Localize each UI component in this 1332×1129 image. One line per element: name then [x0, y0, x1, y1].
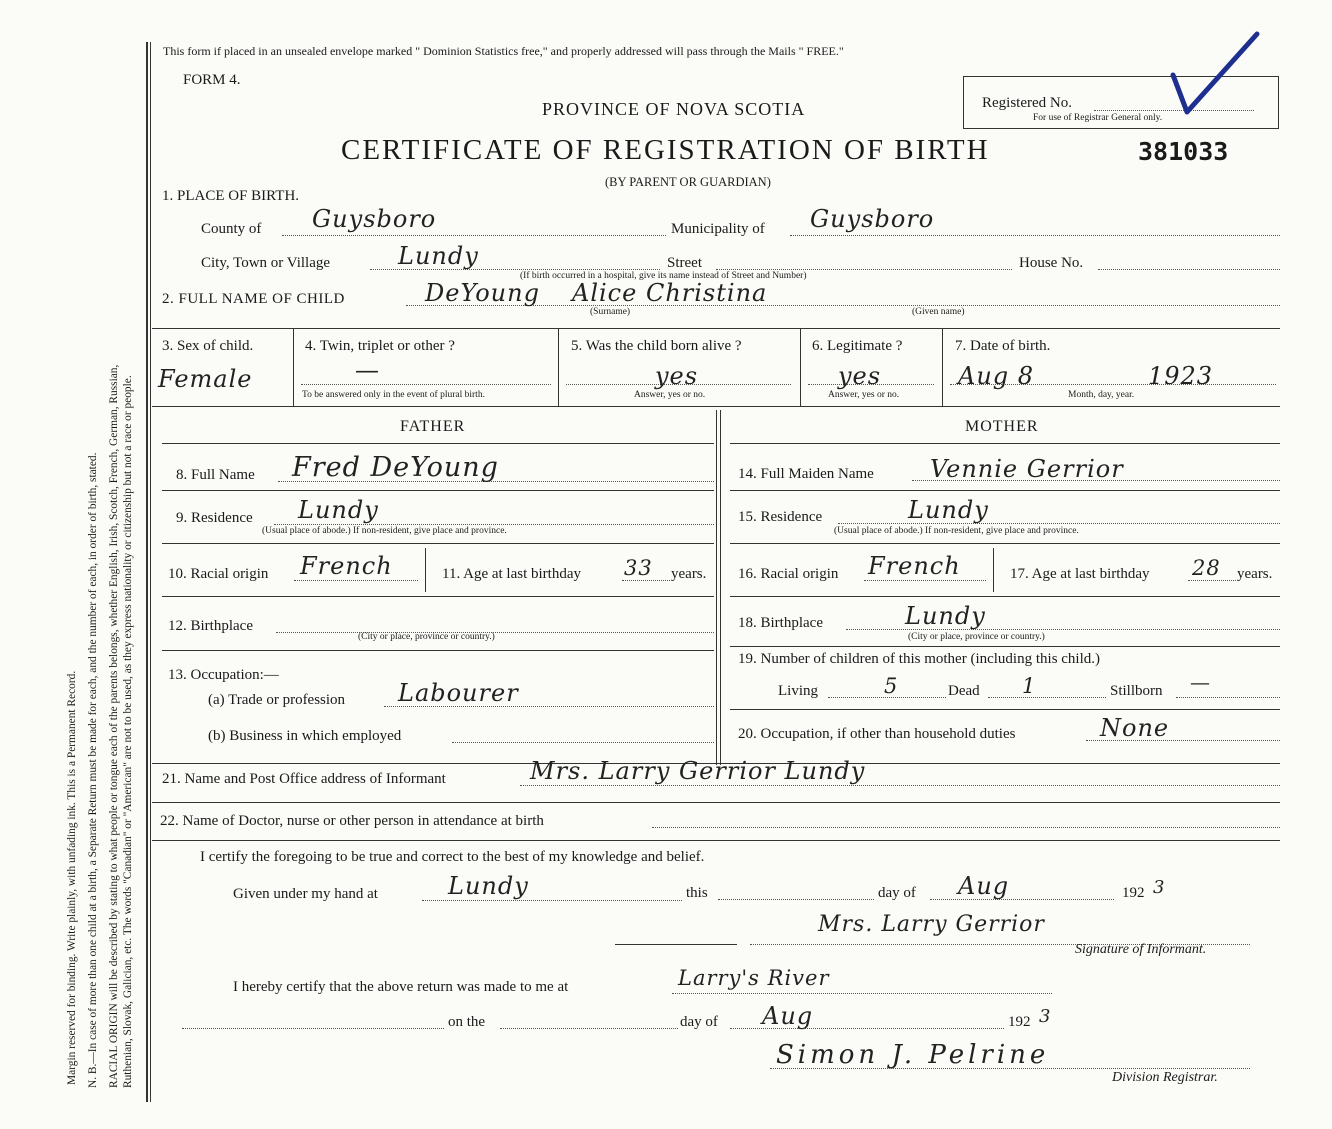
day-of-label-2: day of — [680, 1014, 718, 1030]
father-racial: French — [300, 552, 393, 580]
given-year-digit: 3 — [1153, 877, 1166, 898]
legitimate-label: 6. Legitimate ? — [812, 338, 903, 354]
given-label: Given under my hand at — [233, 886, 378, 902]
certificate-title: CERTIFICATE OF REGISTRATION OF BIRTH — [341, 134, 990, 166]
mailing-notice: This form if placed in an unsealed envelope marked " Dominion Statistics free," and properly addressed will pass through the Mails " FREE." — [163, 44, 844, 58]
father-name: Fred DeYoung — [292, 452, 499, 483]
sex-value: Female — [158, 365, 253, 393]
day-of-label: day of — [878, 885, 916, 901]
children-count-label: 19. Number of children of this mother (including this child.) — [738, 651, 1101, 667]
father-racial-label: 10. Racial origin — [168, 566, 269, 582]
margin-note-racial: RACIAL ORIGIN will be described by stating to what people or tongue each of the parents belongs, whether English, Irish, Scotch, French, German, Russian, — [108, 364, 120, 1088]
mother-birthplace-note: (City or place, province or country.) — [908, 632, 1045, 642]
margin-note-binding: Margin reserved for binding. Write plainly, with unfading ink. This is a Permanent Record. — [66, 670, 78, 1085]
registrar-year-prefix: 192 — [1008, 1014, 1031, 1030]
left-border — [146, 42, 148, 1102]
date-year: 1923 — [1148, 362, 1214, 390]
mother-name: Vennie Gerrior — [930, 455, 1124, 483]
father-years: years. — [671, 566, 707, 582]
registrar-year-digit: 3 — [1039, 1006, 1052, 1027]
alive-note: Answer, yes or no. — [634, 390, 706, 400]
date-note: Month, day, year. — [1068, 390, 1135, 400]
mother-years: years. — [1237, 566, 1273, 582]
registrar-signature: Simon J. Pelrine — [776, 1040, 1050, 1070]
child-name-label: 2. FULL NAME OF CHILD — [162, 291, 345, 307]
father-age: 33 — [624, 556, 653, 580]
legitimate-value: yes — [838, 362, 882, 390]
division-registrar-label: Division Registrar. — [1112, 1070, 1218, 1085]
hospital-note: (If birth occurred in a hospital, give its name instead of Street and Number) — [520, 271, 807, 281]
mother-age-label: 17. Age at last birthday — [1010, 566, 1150, 582]
surname-note: (Surname) — [590, 307, 631, 317]
mother-occupation-label: 20. Occupation, if other than household duties — [738, 726, 1016, 742]
certificate-number: 381033 — [1138, 137, 1229, 166]
city-value: Lundy — [398, 242, 479, 270]
certify-statement: I certify the foregoing to be true and correct to the best of my knowledge and belief. — [200, 849, 705, 865]
father-occupation-label: 13. Occupation:— — [168, 667, 279, 683]
doctor-label: 22. Name of Doctor, nurse or other person in attendance at birth — [160, 813, 544, 829]
margin-note-racial-2: Ruthenian, Slovak, Galician, etc. The words "Canadian" or "American" are not to be used, as they express nationality or citizenship but not a race or people. — [122, 375, 134, 1088]
alive-value: yes — [655, 362, 699, 390]
registrar-note: For use of Registrar General only. — [1033, 113, 1163, 123]
father-name-label: 8. Full Name — [176, 467, 255, 483]
father-age-label: 11. Age at last birthday — [442, 566, 581, 582]
given-year-prefix: 192 — [1122, 885, 1145, 901]
informant-value: Mrs. Larry Gerrior Lundy — [530, 757, 866, 785]
left-border-inner — [150, 42, 151, 1102]
date-month-day: Aug 8 — [958, 362, 1035, 390]
father-residence-note: (Usual place of abode.) If non-resident, give place and province. — [262, 526, 507, 536]
county-value: Guysboro — [312, 205, 437, 233]
informant-signature: Mrs. Larry Gerrior — [818, 912, 1045, 937]
margin-note-nb: N. B.—In case of more than one child at a birth, a Separate Return must be made for each, and the number of each, in order of birth, stated. — [87, 452, 99, 1088]
father-birthplace-note: (City or place, province or country.) — [358, 632, 495, 642]
province-heading: PROVINCE OF NOVA SCOTIA — [542, 99, 806, 119]
dead-value: 1 — [1022, 674, 1037, 698]
date-label: 7. Date of birth. — [955, 338, 1051, 354]
street-label: Street — [667, 255, 702, 271]
stillborn-value: — — [1190, 670, 1211, 694]
mother-residence-note: (Usual place of abode.) If non-resident, give place and province. — [834, 526, 1079, 536]
place-of-birth-label: 1. PLACE OF BIRTH. — [162, 188, 300, 204]
form-number: FORM 4. — [183, 72, 241, 88]
house-label: House No. — [1019, 255, 1084, 271]
child-surname: DeYoung — [425, 279, 540, 307]
stillborn-label: Stillborn — [1110, 683, 1163, 699]
municipality-label: Municipality of — [671, 221, 765, 237]
alive-label: 5. Was the child born alive ? — [571, 338, 742, 354]
given-place: Lundy — [448, 872, 529, 900]
mother-name-label: 14. Full Maiden Name — [738, 466, 874, 482]
twin-value: — — [355, 356, 380, 384]
city-label: City, Town or Village — [201, 255, 331, 271]
legitimate-note: Answer, yes or no. — [828, 390, 900, 400]
given-month: Aug — [958, 872, 1010, 900]
living-value: 5 — [884, 674, 899, 698]
informant-label: 21. Name and Post Office address of Informant — [162, 771, 446, 787]
mother-racial: French — [868, 552, 961, 580]
this-label: this — [686, 885, 708, 901]
check-mark-icon — [1165, 30, 1265, 120]
father-heading: FATHER — [400, 418, 466, 435]
twin-note: To be answered only in the event of plural birth. — [302, 390, 485, 400]
twin-label: 4. Twin, triplet or other ? — [305, 338, 455, 354]
county-label: County of — [201, 221, 262, 237]
dead-label: Dead — [948, 683, 980, 699]
father-residence: Lundy — [298, 496, 379, 524]
mother-birthplace-label: 18. Birthplace — [738, 615, 823, 631]
mother-heading: MOTHER — [965, 418, 1039, 435]
mother-residence-label: 15. Residence — [738, 509, 823, 525]
given-name-note: (Given name) — [912, 307, 965, 317]
registrar-place: Larry's River — [678, 966, 830, 990]
father-trade: Labourer — [398, 679, 519, 707]
father-trade-label: (a) Trade or profession — [208, 692, 346, 708]
mother-birthplace: Lundy — [905, 602, 986, 630]
registered-label: Registered No. — [982, 95, 1072, 111]
registrar-statement: I hereby certify that the above return was made to me at — [233, 979, 569, 995]
registrar-month: Aug — [762, 1002, 814, 1030]
mother-occupation: None — [1100, 714, 1170, 742]
on-the-label: on the — [448, 1014, 486, 1030]
signature-informant-label: Signature of Informant. — [1075, 942, 1207, 957]
sex-label: 3. Sex of child. — [162, 338, 254, 354]
mother-age: 28 — [1192, 556, 1221, 580]
father-birthplace-label: 12. Birthplace — [168, 618, 253, 634]
mother-residence: Lundy — [908, 496, 989, 524]
father-residence-label: 9. Residence — [176, 510, 253, 526]
certificate-subtitle: (BY PARENT OR GUARDIAN) — [605, 175, 771, 189]
mother-racial-label: 16. Racial origin — [738, 566, 839, 582]
municipality-value: Guysboro — [810, 205, 935, 233]
child-given-name: Alice Christina — [572, 279, 768, 307]
father-business-label: (b) Business in which employed — [208, 728, 402, 744]
living-label: Living — [778, 683, 818, 699]
